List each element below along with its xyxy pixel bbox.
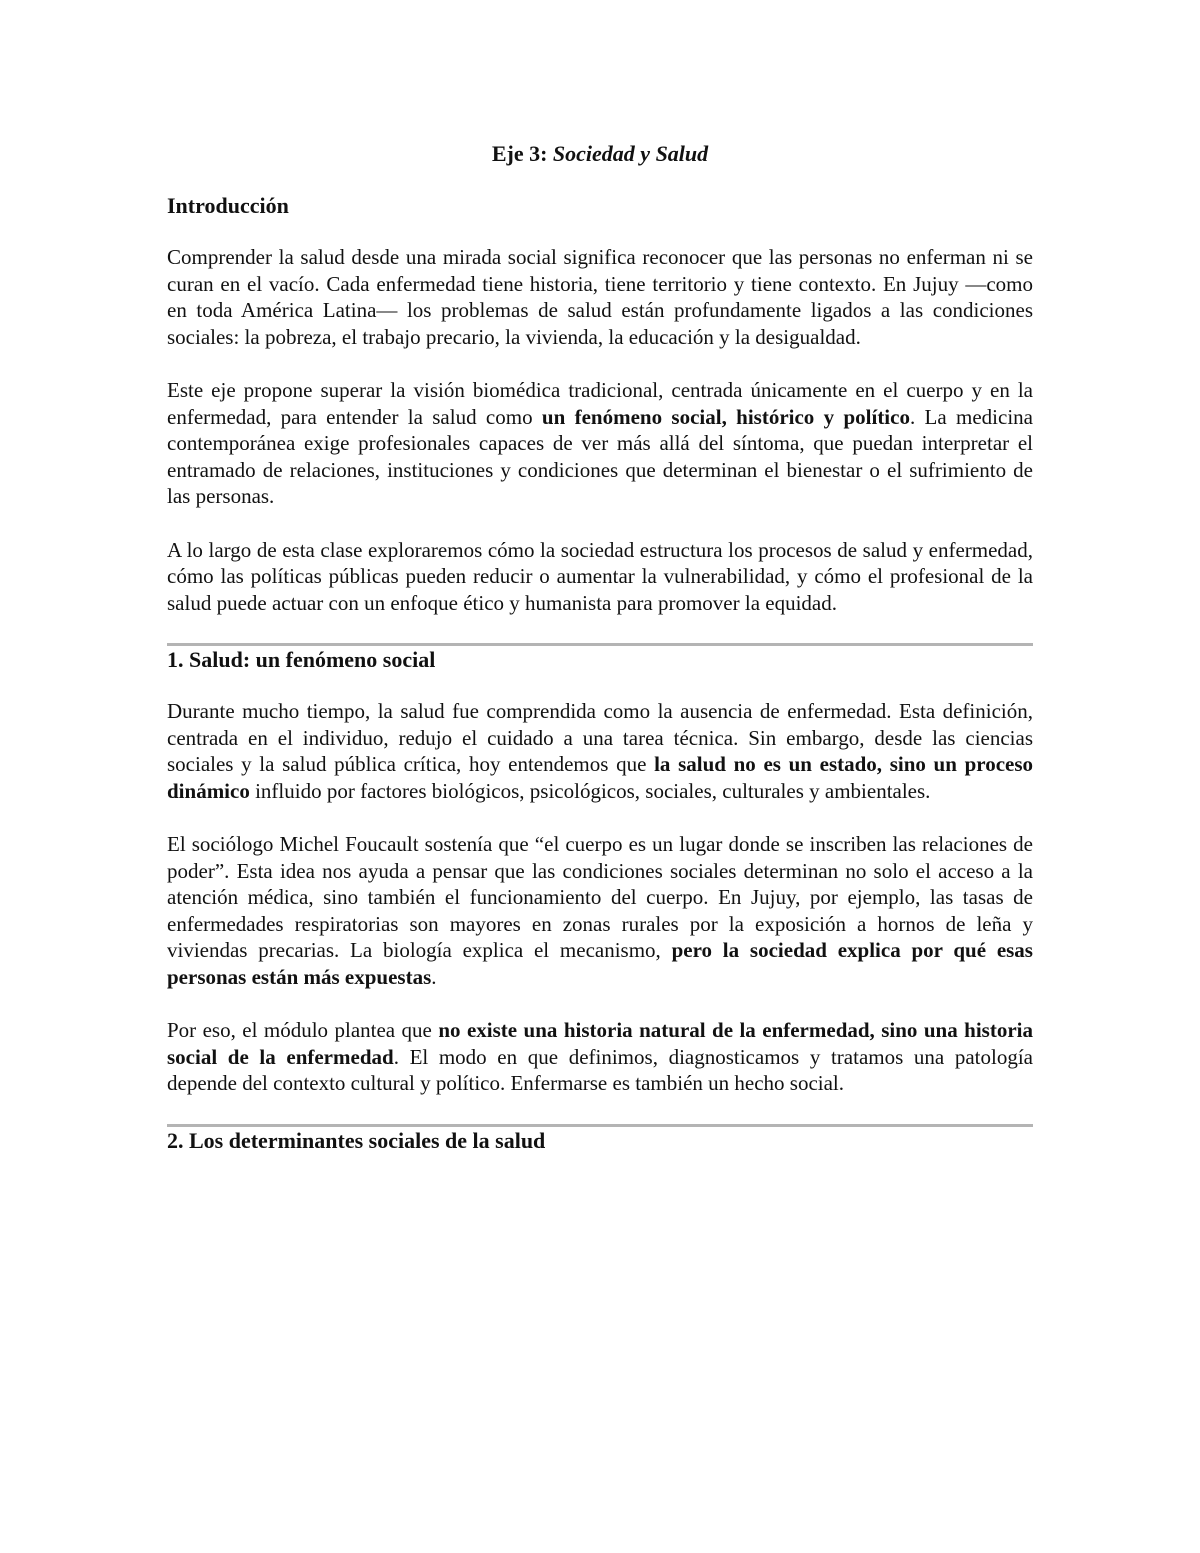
s1-p2-emphasis: pero la sociedad explica por qué esas personas están más expuestas bbox=[167, 938, 1033, 989]
section-2-heading: 2. Los determinantes sociales de la salud bbox=[167, 1127, 546, 1153]
document-title bbox=[167, 140, 1033, 168]
intro-p2-emphasis: un fenómeno social, histórico y político bbox=[541, 404, 910, 429]
section-1-paragraph-3 bbox=[167, 1017, 1033, 1097]
s1-p2-text-c: . bbox=[431, 964, 437, 989]
s1-p1-emphasis: la salud no es un estado, sino un proceso dinámico bbox=[167, 752, 1034, 803]
title-prefix: Eje 3: bbox=[491, 141, 548, 166]
section-1-heading: 1. Salud: un fenómeno social bbox=[167, 647, 436, 672]
intro-paragraph-2 bbox=[167, 377, 1033, 510]
s1-p3-emphasis: no existe una historia natural de la enfermedad, sino una historia social de la enfermedad bbox=[167, 1018, 1033, 1069]
s1-p1-text-c: influido por factores biológicos, psicológicos, sociales, culturales y ambientales. bbox=[249, 778, 931, 803]
intro-heading: Introducción bbox=[167, 193, 289, 218]
s1-p3-text-c: . El modo en que definimos, diagnosticamos y tratamos una patología depende del contexto cultural y político. Enfermarse es también un hecho social. bbox=[167, 1044, 1033, 1095]
s1-p3-text-a: Por eso, el módulo plantea que bbox=[167, 1018, 439, 1042]
intro-p2-text-a: Este eje propone superar la visión biomédica tradicional, centrada únicamente en el cuerpo y en la enfermedad, para entender la salud como bbox=[167, 378, 1033, 429]
document-page bbox=[167, 140, 1033, 1179]
intro-paragraph-1: Comprender la salud desde una mirada social significa reconocer que las personas no enferman ni se curan en el vacío. Cada enfermedad tiene historia, tiene territorio y tiene contexto. En Jujuy —como en toda América Latina— los problemas de salud están profundamente ligados a las condiciones sociales: la pobreza, el trabajo precario, la vivienda, la educación y la desigualdad. bbox=[167, 245, 1033, 349]
s1-p2-text-a: El sociólogo Michel Foucault sostenía que “el cuerpo es un lugar donde se inscriben las relaciones de poder”. Esta idea nos ayuda a pensar que las condiciones sociales determinan no solo el acceso a la atención médica, sino también el funcionamiento del cuerpo. En Jujuy, por ejemplo, las tasas de enfermedades respiratorias son mayores en zonas rurales por la exposición a hornos de leña y viviendas precarias. La biología explica el mecanismo, bbox=[167, 832, 1033, 962]
section-1-paragraph-1 bbox=[167, 698, 1033, 804]
s1-p1-text-a: Durante mucho tiempo, la salud fue comprendida como la ausencia de enfermedad. Esta definición, centrada en el individuo, redujo el cuidado a una tarea técnica. Sin embargo, desde las ciencias sociales y la salud pública crítica, hoy entendemos que bbox=[167, 699, 1033, 776]
intro-paragraph-3: A lo largo de esta clase exploraremos cómo la sociedad estructura los procesos de salud y enfermedad, cómo las políticas públicas pueden reducir o aumentar la vulnerabilidad, y cómo el profesional de la salud puede actuar con un enfoque ético y humanista para promover la equidad. bbox=[167, 537, 1033, 615]
section-1-paragraph-2 bbox=[167, 831, 1033, 990]
title-subject: Sociedad y Salud bbox=[552, 141, 709, 166]
intro-p2-text-c: . La medicina contemporánea exige profesionales capaces de ver más allá del síntoma, que puedan interpretar el entramado de relaciones, instituciones y condiciones que determinan el bienestar o el sufrimiento de las personas. bbox=[167, 404, 1033, 508]
